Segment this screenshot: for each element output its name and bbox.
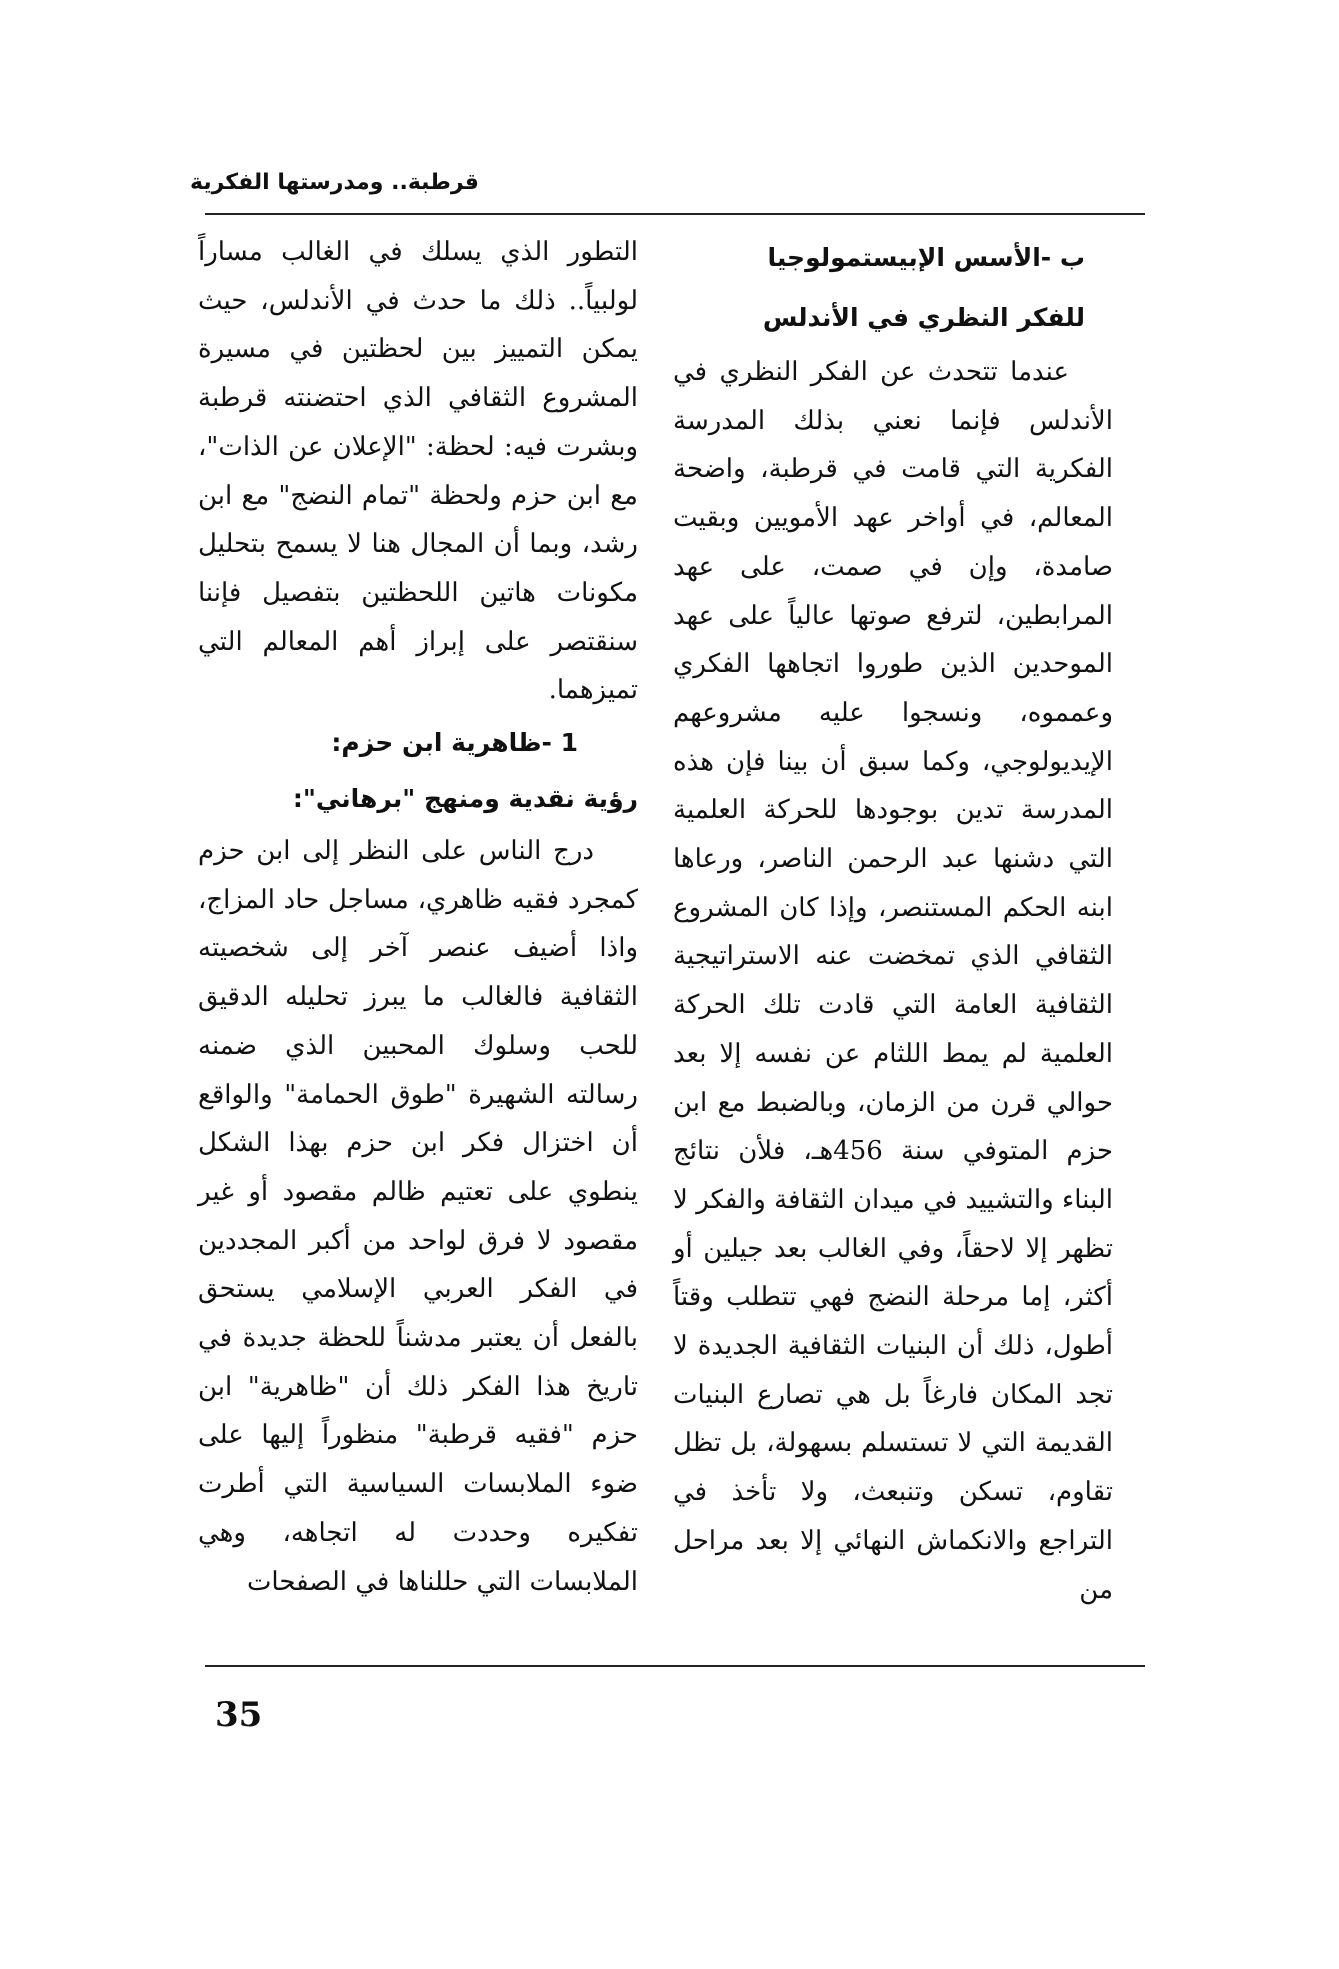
section-heading-line2: للفكر النظري في الأندلس [762, 303, 1085, 332]
body-paragraph: عندما تتحدث عن الفكر النظري في الأندلس فإنما نعني بذلك المدرسة الفكرية التي قامت في قرطبة، واضحة المعالم، في أواخر عهد الأمويين وبقيت صامدة، وإن في صمت، على عهد المرابطين، لترفع صوتها عالياً على عهد الموحدين الذين طوروا اتجاهها الفكري وعمموه، ونسجوا عليه مشروعهم الإيديولوجي، وكما سبق أن بينا فإن هذه المدرسة تدين بوجودها للحركة العلمية التي دشنها عبد الرحمن الناصر، ورعاها ابنه الحكم المستنصر، وإذا كان المشروع الثقافي الذي تمخضت عنه الاستراتيجية الثقافية العامة التي قادت تلك الحركة العلمية لم يمط اللثام عن نفسه إلا بعد حوالي قرن من الزمان، وبالضبط مع ابن حزم المتوفي سنة 456هـ، فلأن نتائج البناء والتشييد في ميدان الثقافة والفكر لا تظهر إلا لاحقاً، وفي الغالب بعد جيلين أو أكثر، إما مرحلة النضج فهي تتطلب وقتاً أطول، ذلك أن البنيات الثقافية الجديدة لا تجد المكان فارغاً بل هي تصارع البنيات القديمة التي لا تستسلم بسهولة، بل تظل تقاوم، تسكن وتنبعث، ولا تأخذ في التراجع والانكماش النهائي إلا بعد مراحل من [673, 357, 1113, 1605]
running-head: قرطبة.. ومدرستها الفكرية [190, 170, 479, 195]
subsection-heading: 1 -ظاهرية ابن حزم: [331, 728, 578, 758]
body-paragraph-continued: التطور الذي يسلك في الغالب مساراً لولبياً.. ذلك ما حدث في الأندلس، حيث يمكن التمييز بين لحظتين في مسيرة المشروع الثقافي الذي احتضنته قرطبة وبشرت فيه: لحظة: "الإعلان عن الذات"، مع ابن حزم ولحظة "تمام النضج" مع ابن رشد، وبما أن المجال هنا لا يسمح بتحليل مكونات هاتين اللحظتين بتفصيل فإننا سنقتصر على إبراز أهم المعالم التي تميزهما. [198, 237, 638, 706]
subsection-subheading: رؤية نقدية ومنهج "برهاني": [292, 784, 638, 814]
left-column [198, 228, 638, 1606]
top-rule [205, 213, 1145, 215]
right-column [673, 228, 1113, 1614]
bottom-rule [205, 1665, 1145, 1667]
section-heading-line1: ب -الأسس الإبيستمولوجيا [767, 243, 1085, 272]
body-paragraph: درج الناس على النظر إلى ابن حزم كمجرد فقيه ظاهري، مساجل حاد المزاج، واذا أضيف عنصر آخر إلى شخصيته الثقافية فالغالب ما يبرز تحليله الدقيق للحب وسلوك المحبين الذي ضمنه رسالته الشهيرة "طوق الحمامة" والواقع أن اختزال فكر ابن حزم بهذا الشكل ينطوي على تعتيم ظالم مقصود أو غير مقصود لا فرق لواحد من أكبر المجددين في الفكر العربي الإسلامي يستحق بالفعل أن يعتبر مدشناً للحظة جديدة في تاريخ هذا الفكر ذلك أن "ظاهرية" ابن حزم "فقيه قرطبة" منظوراً إليها على ضوء الملابسات السياسية التي أطرت تفكيره وحددت له اتجاهه، وهي الملابسات التي حللناها في الصفحات [198, 836, 638, 1597]
page-number: 35 [215, 1695, 263, 1735]
